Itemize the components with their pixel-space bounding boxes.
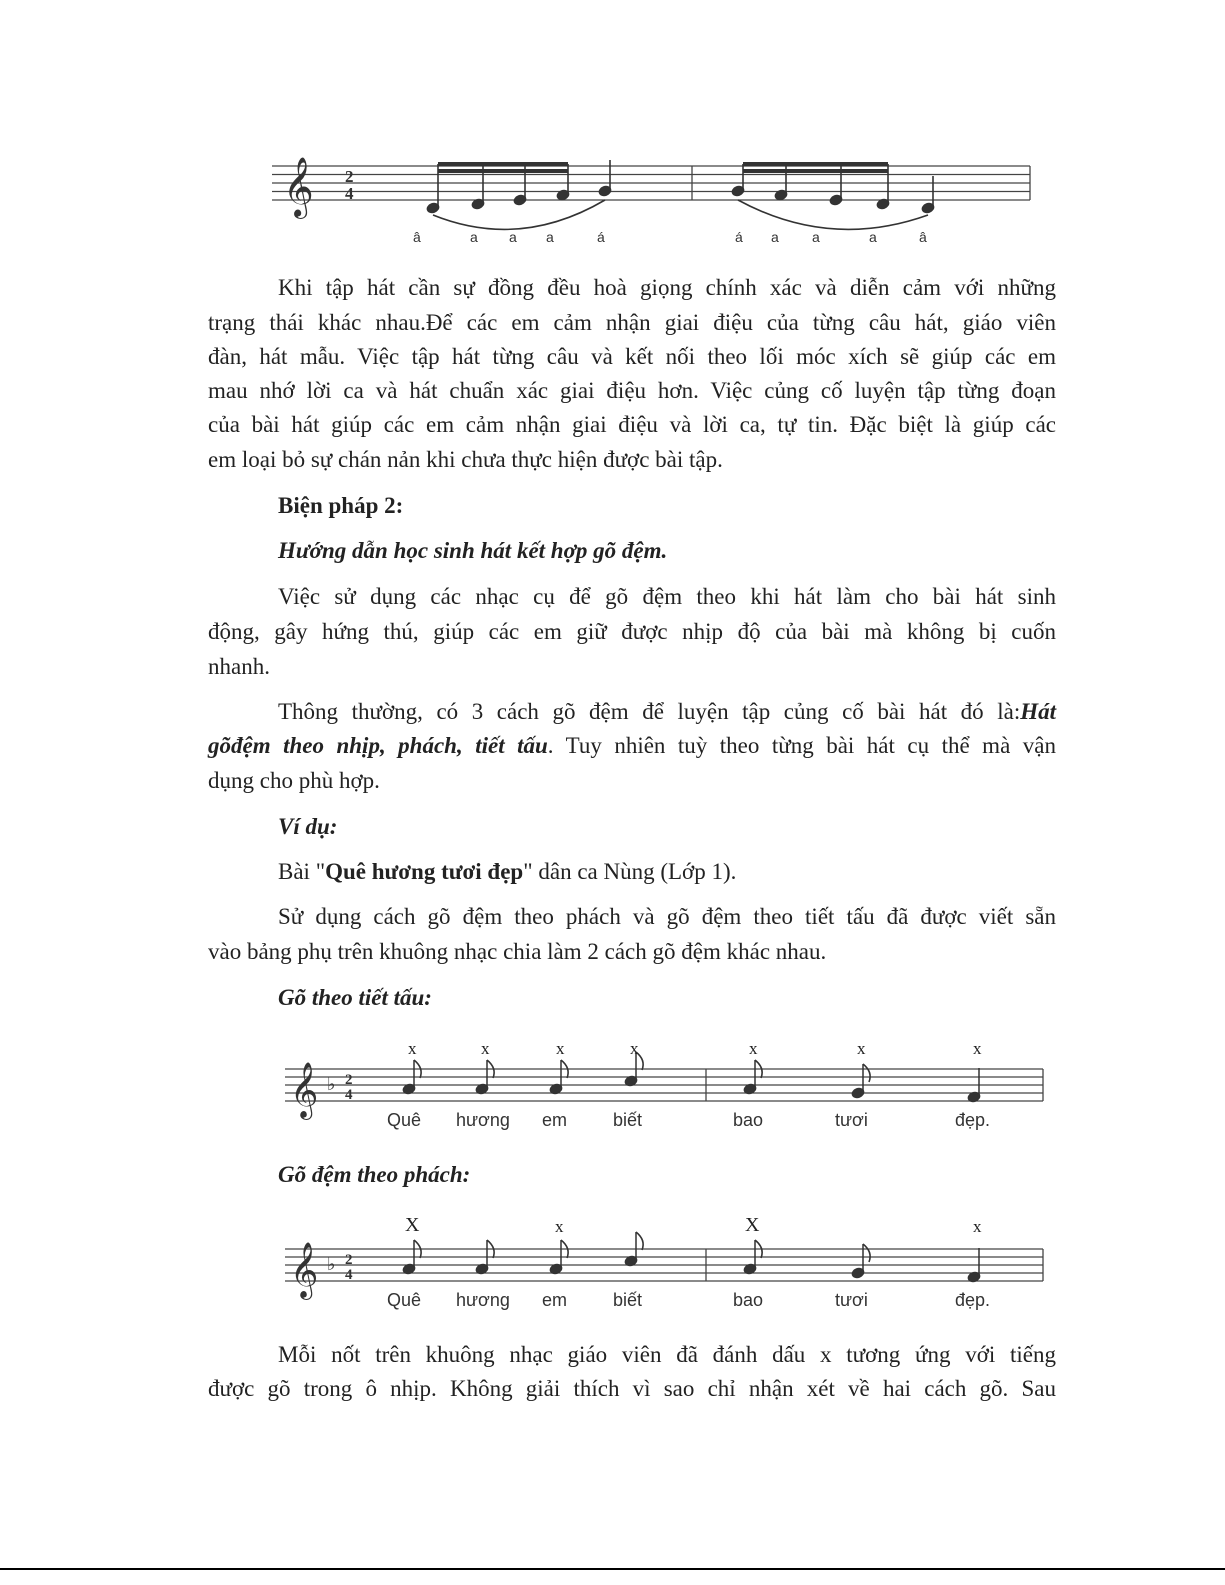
syllable: a bbox=[869, 229, 877, 245]
emphasis: Hát bbox=[1020, 699, 1056, 724]
beat-mark: x bbox=[973, 1039, 982, 1058]
example-line bbox=[278, 860, 1056, 883]
text: Bài " bbox=[278, 859, 326, 884]
music-staff-1 bbox=[0, 0, 1225, 250]
paragraph-line: dụng cho phù hợp. bbox=[208, 768, 380, 793]
svg-text:2: 2 bbox=[345, 1252, 353, 1268]
svg-text:2: 2 bbox=[345, 1072, 353, 1088]
lyric: Quê bbox=[387, 1290, 422, 1310]
text: " dân ca Nùng (Lớp 1). bbox=[523, 859, 737, 884]
beat-mark: x bbox=[630, 1039, 639, 1058]
paragraph-line: em loại bỏ sự chán nản khi chưa thực hiện được bài tập. bbox=[208, 447, 723, 472]
lyric: biết bbox=[613, 1110, 643, 1130]
svg-text:𝄞: 𝄞 bbox=[290, 1062, 319, 1118]
lyric: Quê bbox=[387, 1110, 422, 1130]
paragraph-line: nhanh. bbox=[208, 654, 270, 679]
lyric: bao bbox=[733, 1110, 764, 1130]
beat-mark: X bbox=[745, 1214, 760, 1236]
lyric: em bbox=[542, 1290, 568, 1310]
heading-bien-phap: Biện pháp 2: bbox=[278, 493, 404, 518]
lyric: em bbox=[542, 1110, 568, 1130]
emphasis: gõđệm theo nhịp, phách, tiết tấu bbox=[208, 733, 548, 758]
syllable: a bbox=[546, 229, 554, 245]
beat-mark: X bbox=[405, 1214, 420, 1236]
paragraph-line: vào bảng phụ trên khuông nhạc chia làm 2 cách gõ đệm khác nhau. bbox=[208, 939, 827, 964]
paragraph-line: Khi tập hát cần sự đồng đều hoà giọng chính xác và diễn cảm với những bbox=[278, 275, 1056, 300]
heading-vi-du: Ví dụ: bbox=[278, 814, 338, 839]
beat-mark: x bbox=[555, 1217, 564, 1236]
heading-huong-dan: Hướng dẫn học sinh hát kết hợp gõ đệm. bbox=[278, 538, 668, 563]
heading-phach: Gõ đệm theo phách: bbox=[278, 1162, 471, 1187]
paragraph-line bbox=[278, 700, 1056, 723]
svg-text:4: 4 bbox=[345, 1087, 353, 1103]
paragraph-line: động, gây hứng thú, giúp các em giữ được nhịp độ của bài mà không bị cuốn bbox=[208, 619, 1056, 644]
page-bottom-rule bbox=[0, 1568, 1225, 1570]
lyric: biết bbox=[613, 1290, 643, 1310]
paragraph-line: mau nhớ lời ca và hát chuẩn xác giai điệu hơn. Việc củng cố luyện tập từng đoạn bbox=[208, 378, 1056, 403]
svg-text:4: 4 bbox=[345, 1267, 353, 1283]
syllable: â bbox=[919, 229, 927, 245]
paragraph-line: đàn, hát mẫu. Việc tập hát từng câu và kết nối theo lối móc xích sẽ giúp các em bbox=[208, 344, 1056, 369]
paragraph-line: trạng thái khác nhau.Để các em cảm nhận giai điệu của từng câu hát, giáo viên bbox=[208, 310, 1056, 335]
heading-tiet-tau: Gõ theo tiết tấu: bbox=[278, 985, 432, 1010]
lyric: đẹp. bbox=[955, 1290, 991, 1310]
svg-text:𝄞: 𝄞 bbox=[290, 1242, 319, 1298]
beat-mark: x bbox=[408, 1039, 417, 1058]
paragraph-line: Mỗi nốt trên khuông nhạc giáo viên đã đánh dấu x tương ứng với tiếng bbox=[278, 1342, 1056, 1367]
lyric: bao bbox=[733, 1290, 764, 1310]
syllable: á bbox=[735, 229, 743, 245]
syllable: a bbox=[812, 229, 820, 245]
lyric: tươi bbox=[835, 1290, 868, 1310]
text: . Tuy nhiên tuỳ theo từng bài hát cụ thể mà vận bbox=[547, 733, 1056, 758]
lyric: hương bbox=[456, 1110, 510, 1130]
svg-text:♭: ♭ bbox=[327, 1074, 336, 1095]
song-title: Quê hương tươi đẹp bbox=[325, 859, 524, 884]
syllable: a bbox=[509, 229, 517, 245]
lyric: đẹp. bbox=[955, 1110, 991, 1130]
syllable: á bbox=[597, 229, 605, 245]
paragraph-line: của bài hát giúp các em cảm nhận giai điệu và lời ca, tự tin. Đặc biệt là giúp các bbox=[208, 412, 1056, 437]
paragraph-line: Sử dụng cách gõ đệm theo phách và gõ đệm theo tiết tấu đã được viết sẵn bbox=[278, 904, 1056, 929]
beat-mark: x bbox=[556, 1039, 565, 1058]
svg-text:♭: ♭ bbox=[327, 1254, 336, 1275]
text: Thông thường, có 3 cách gõ đệm để luyện tập củng cố bài hát đó là: bbox=[278, 699, 1021, 724]
syllable: a bbox=[470, 229, 478, 245]
syllable: â bbox=[413, 229, 421, 245]
time-signature: 2 bbox=[345, 167, 354, 186]
syllable: a bbox=[771, 229, 779, 245]
lyric: tươi bbox=[835, 1110, 868, 1130]
beat-mark: x bbox=[857, 1039, 866, 1058]
svg-text:4: 4 bbox=[345, 184, 354, 203]
paragraph-line bbox=[208, 734, 1056, 757]
paragraph-line: Việc sử dụng các nhạc cụ để gõ đệm theo khi hát làm cho bài hát sinh bbox=[278, 584, 1056, 609]
beat-mark: x bbox=[749, 1039, 758, 1058]
beat-mark: x bbox=[973, 1217, 982, 1236]
paragraph-line: được gõ trong ô nhịp. Không giải thích vì sao chỉ nhận xét về hai cách gõ. Sau bbox=[208, 1376, 1056, 1401]
beat-mark: x bbox=[481, 1039, 490, 1058]
lyric: hương bbox=[456, 1290, 510, 1310]
treble-clef: 𝄞 bbox=[283, 157, 314, 217]
